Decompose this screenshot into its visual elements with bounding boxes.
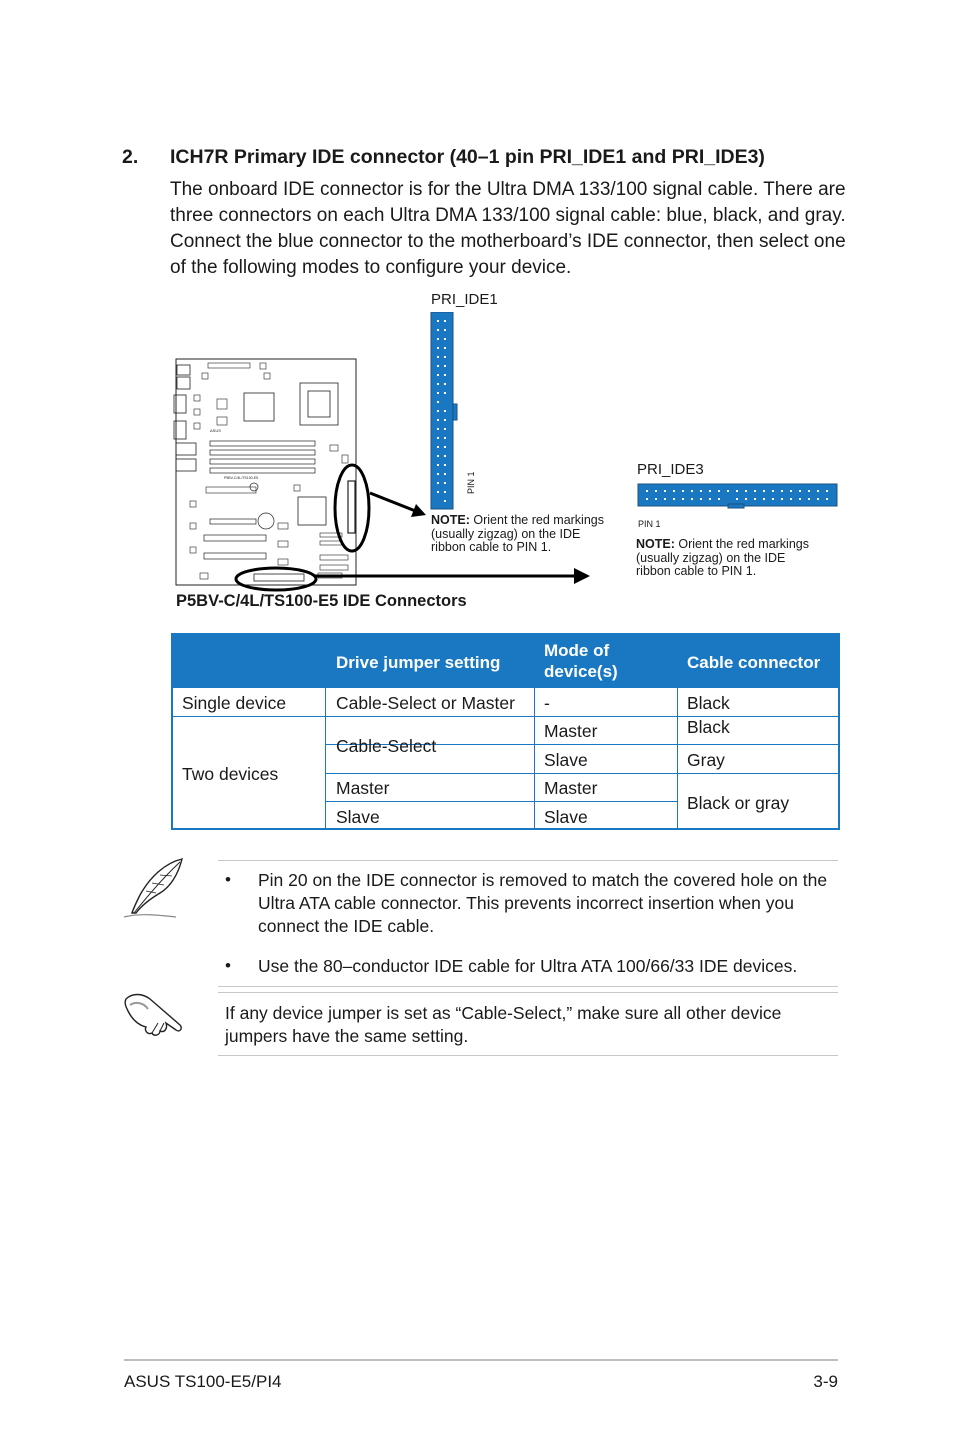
board-model-text: P5BV-C/4L/TS100-E5: [224, 476, 259, 480]
pri-ide1-note: [431, 514, 631, 555]
section-number: 2.: [122, 146, 139, 168]
footer-left: ASUS TS100-E5/PI4: [124, 1372, 282, 1391]
cell-single-mode: -: [544, 693, 550, 713]
cell-cs-cable-gray: Gray: [687, 750, 725, 770]
bullet-2-marker: •: [225, 956, 231, 975]
feather-pen-icon: [120, 855, 190, 921]
section-intro: The onboard IDE connector is for the Ultra DMA 133/100 signal cable. There are three connectors on each Ultra DMA 133/100 signal cable: blue, black, and gray. Connect the blue connector to the motherboard’s IDE connector, then select one of the following modes to configure your device.: [170, 179, 846, 278]
pri-ide3-note: [636, 538, 840, 579]
pri-ide1-note-line2: (usually zigzag) on the IDE: [431, 526, 581, 541]
footer-rule: [124, 1359, 838, 1361]
pri-ide1-pin1-label: PIN 1: [466, 471, 476, 494]
pri-ide3-note-line1: Orient the red markings: [678, 537, 809, 551]
cell-single-cable: Black: [687, 693, 730, 713]
table-header-row: [173, 635, 838, 688]
pri-ide1-note-bold: NOTE:: [431, 513, 470, 527]
cell-two-devices: Two devices: [182, 764, 279, 784]
pri-ide3-note-line2: (usually zigzag) on the IDE: [636, 550, 786, 565]
cell-black-or-gray: Black or gray: [687, 793, 790, 813]
cell-slave-mode: Slave: [544, 807, 588, 827]
bullet-1-text: Pin 20 on the IDE connector is removed to match the covered hole on the Ultra ATA cable connector. This prevents incorrect insertion when you connect the IDE cable.: [258, 870, 828, 936]
pri-ide1-note-line1: Orient the red markings: [473, 513, 604, 527]
cell-cs-mode-master: Master: [544, 721, 598, 741]
pri-ide3-connector: [636, 482, 840, 532]
caution-bottom-rule: [218, 1055, 838, 1056]
cell-cs-mode-slave: Slave: [544, 750, 588, 770]
cell-slave-jumper: Slave: [336, 807, 380, 827]
svg-text:ASUS: ASUS: [210, 428, 221, 433]
cell-single-jumper: Cable-Select or Master: [336, 693, 515, 713]
header-cable-connector: Cable connector: [687, 653, 821, 672]
caution-top-rule: [218, 992, 838, 993]
cell-master-mode: Master: [544, 778, 598, 798]
cell-single-device: Single device: [182, 693, 287, 713]
figure-caption: P5BV-C/4L/TS100-E5 IDE Connectors: [176, 592, 467, 610]
caution-text: If any device jumper is set as “Cable-Select,” make sure all other device jumpers have the same setting.: [225, 1003, 782, 1046]
header-drive-jumper: Drive jumper setting: [336, 653, 501, 672]
pri-ide1-connector: [428, 312, 488, 517]
motherboard-diagram: [170, 355, 600, 595]
cell-cs-cable-black: Black: [687, 717, 730, 737]
bullet-1-marker: •: [225, 870, 231, 889]
pri-ide1-label: PRI_IDE1: [431, 291, 498, 308]
pri-ide3-note-line3: ribbon cable to PIN 1.: [636, 564, 757, 578]
pointing-hand-icon: [118, 985, 188, 1041]
section-title: ICH7R Primary IDE connector (40–1 pin PRI_IDE1 and PRI_IDE3): [170, 146, 765, 168]
bullet-2-text: Use the 80–conductor IDE cable for Ultra ATA 100/66/33 IDE devices.: [258, 956, 798, 976]
ide-mode-table: [171, 633, 840, 830]
cell-cs-jumper: Cable-Select: [336, 736, 437, 756]
note-top-rule: [218, 860, 838, 861]
pri-ide1-note-line3: ribbon cable to PIN 1.: [431, 540, 552, 554]
pri-ide3-label: PRI_IDE3: [637, 461, 704, 478]
note-bottom-rule: [218, 986, 838, 987]
pri-ide3-pin1-label: PIN 1: [638, 519, 661, 529]
header-mode: Mode of device(s): [544, 641, 618, 681]
footer-page-number: 3-9: [813, 1372, 838, 1391]
cell-master-jumper: Master: [336, 778, 390, 798]
pri-ide3-note-bold: NOTE:: [636, 537, 675, 551]
